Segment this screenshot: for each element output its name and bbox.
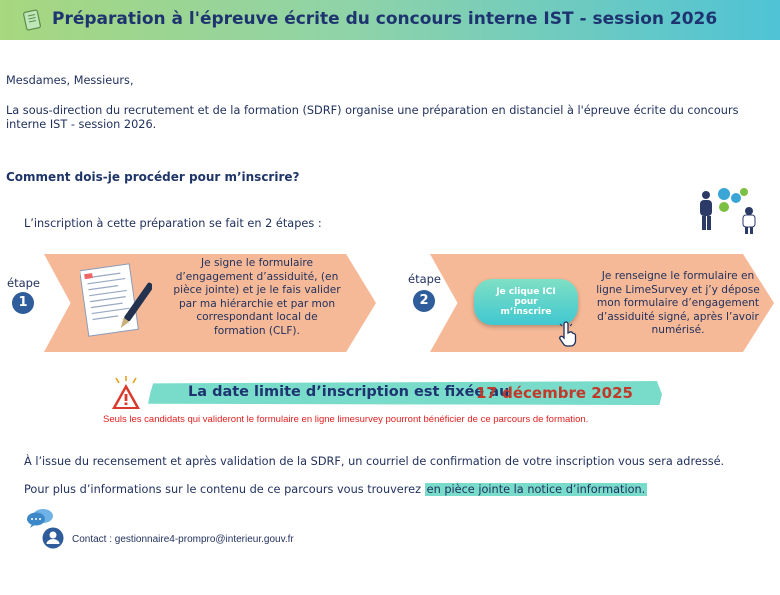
step-2-text [590,270,766,338]
register-button-line: m’inscrire [500,307,552,317]
step-1-line: Je signe le formulaire [200,257,314,269]
warning-icon [110,375,142,411]
step-1-label: étape [7,276,41,290]
deadline-note: Seuls les candidats qui valideront le formulaire en ligne limesurvey pourront bénéficier de ce parcours de formation. [103,414,589,425]
step-2-line: mon formulaire d’engagement [596,297,760,310]
deadline-date: 17 décembre 2025 [476,384,633,402]
step-2-line: Je renseigne le formulaire en [601,270,755,282]
step-1-line: formation (CLF). [214,324,300,337]
step-2-line: ligne LimeSurvey et j’y dépose [596,283,760,296]
form-with-pen-illustration [80,261,152,341]
register-button[interactable] [474,279,578,325]
step-2-line: d’assiduité signé, après l’avoir [597,310,759,323]
deadline-text: La date limite d’inscription est fixée au [188,384,510,400]
register-button-line: pour [514,297,538,307]
info-text [24,483,647,497]
step-1-text [172,257,342,339]
step-1-line: par ma hiérarchie et par mon [178,297,336,310]
document-icon [22,9,42,31]
section-heading: Comment dois-je procéder pour m’inscrire? [6,170,300,184]
greeting: Mesdames, Messieurs, [6,74,134,87]
contact-email[interactable]: Contact : gestionnaire4-prompro@interieur.gouv.fr [72,534,294,545]
step-1-line: correspondant local de [196,311,318,324]
steps-intro: L’inscription à cette préparation se fait en 2 étapes : [24,217,322,230]
step-2-badge: 2 [413,290,435,312]
pointer-hand-icon [556,321,580,347]
user-icon [42,527,64,549]
step-1-line: pièce jointe) et je le fais valider [173,284,341,297]
step-2-label: étape [408,272,442,286]
intro-line-1: La sous-direction du recrutement et de la formation (SDRF) organise une préparation en distanciel à l'épreuve écrite du concours [6,104,739,117]
step-1-badge: 1 [12,292,34,314]
page-title: Préparation à l'épreuve écrite du concours interne IST - session 2026 [52,9,718,29]
intro-line-2: interne IST - session 2026. [6,118,157,131]
step-2-line: numérisé. [651,324,705,337]
people-puzzle-illustration [694,185,760,235]
step-1-line: d’engagement d’assiduité, (en [175,270,339,283]
confirmation-text: À l’issue du recensement et après validation de la SDRF, un courriel de confirmation de votre inscription vous sera adressé. [24,455,725,468]
chat-bubbles-icon [26,508,54,528]
info-attachment-link[interactable]: en pièce jointe la notice d’information. [426,483,646,496]
info-prefix: Pour plus d’informations sur le contenu de ce parcours vous trouverez [24,483,425,496]
register-button-line: Je clique ICI [496,287,556,297]
